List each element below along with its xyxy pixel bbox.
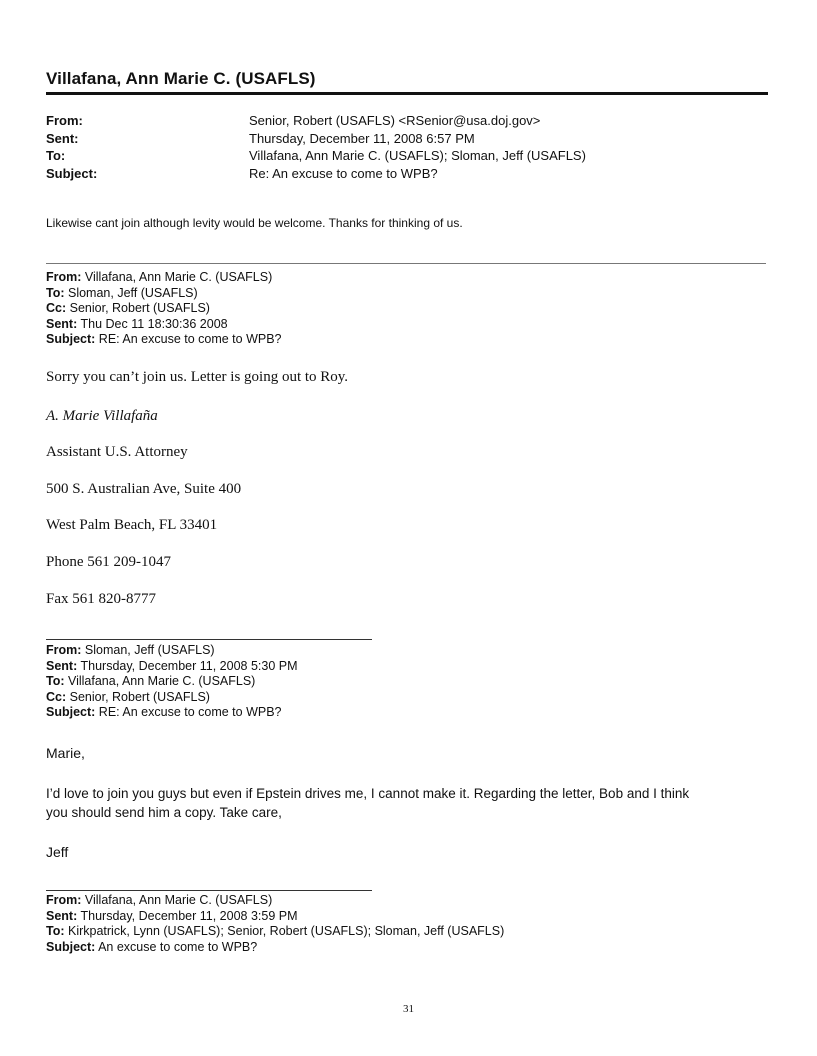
message3-sent: Sent: Thursday, December 11, 2008 5:30 PM [46, 658, 298, 673]
message3-header [46, 643, 298, 721]
message3-cc: Cc: Senior, Robert (USAFLS) [46, 689, 210, 704]
message2-from: From: Villafana, Ann Marie C. (USAFLS) [46, 270, 273, 284]
header-from-label: From: [46, 113, 83, 128]
header-subject-label: Subject: [46, 165, 98, 181]
message3-greeting: Marie, [46, 745, 85, 761]
header-to-label: To: [46, 148, 66, 163]
header-to-value: Villafana, Ann Marie C. (USAFLS); Sloman, Jeff (USAFLS) [249, 148, 586, 163]
message-separator [46, 263, 766, 264]
message4-separator [46, 890, 372, 891]
email-header [46, 112, 729, 182]
message3-body-line2: you should send him a copy. Take care, [46, 805, 282, 820]
signature-address2: West Palm Beach, FL 33401 [46, 517, 218, 533]
message3-to: To: Villafana, Ann Marie C. (USAFLS) [46, 674, 256, 688]
signature-phone: Phone 561 209-1047 [46, 554, 171, 570]
header-from-row [46, 112, 729, 130]
message2-subject: Subject: RE: An excuse to come to WPB? [46, 332, 282, 346]
message4-from: From: Villafana, Ann Marie C. (USAFLS) [46, 893, 273, 907]
message2-header [46, 270, 282, 348]
header-sent-label: Sent: [46, 130, 79, 146]
header-from-value: Senior, Robert (USAFLS) <RSenior@usa.doj.gov> [249, 113, 541, 128]
title-divider [46, 92, 768, 95]
reply-body: Likewise cant join although levity would be welcome. Thanks for thinking of us. [46, 216, 463, 230]
signature-title: Assistant U.S. Attorney [46, 444, 188, 460]
message3-separator [46, 639, 372, 640]
message3-subject: Subject: RE: An excuse to come to WPB? [46, 705, 282, 719]
document-title: Villafana, Ann Marie C. (USAFLS) [46, 69, 316, 88]
signature-address1: 500 S. Australian Ave, Suite 400 [46, 481, 242, 497]
message3-body [46, 784, 689, 822]
header-to-row [46, 147, 729, 165]
message3-signoff: Jeff [46, 844, 69, 860]
message2-body: Sorry you can’t join us. Letter is going out to Roy. [46, 369, 349, 385]
page-number: 31 [403, 1003, 414, 1015]
header-sent-row [46, 130, 729, 148]
header-subject-value: Re: An excuse to come to WPB? [249, 165, 438, 181]
message4-sent: Sent: Thursday, December 11, 2008 3:59 PM [46, 908, 298, 923]
message4-to: To: Kirkpatrick, Lynn (USAFLS); Senior, Robert (USAFLS); Sloman, Jeff (USAFLS) [46, 924, 505, 938]
message2-cc: Cc: Senior, Robert (USAFLS) [46, 301, 210, 315]
message3-body-line1: I’d love to join you guys but even if Epstein drives me, I cannot make it. Regarding the letter, Bob and I think [46, 786, 690, 801]
message3-from: From: Sloman, Jeff (USAFLS) [46, 643, 215, 657]
signature-name: A. Marie Villafaña [46, 408, 158, 424]
message4-subject: Subject: An excuse to come to WPB? [46, 939, 258, 954]
message2-to: To: Sloman, Jeff (USAFLS) [46, 285, 198, 300]
header-sent-value: Thursday, December 11, 2008 6:57 PM [249, 130, 475, 146]
header-subject-row [46, 165, 729, 183]
message4-header [46, 893, 504, 955]
signature-fax: Fax 561 820-8777 [46, 591, 156, 607]
message2-sent: Sent: Thu Dec 11 18:30:36 2008 [46, 316, 228, 331]
